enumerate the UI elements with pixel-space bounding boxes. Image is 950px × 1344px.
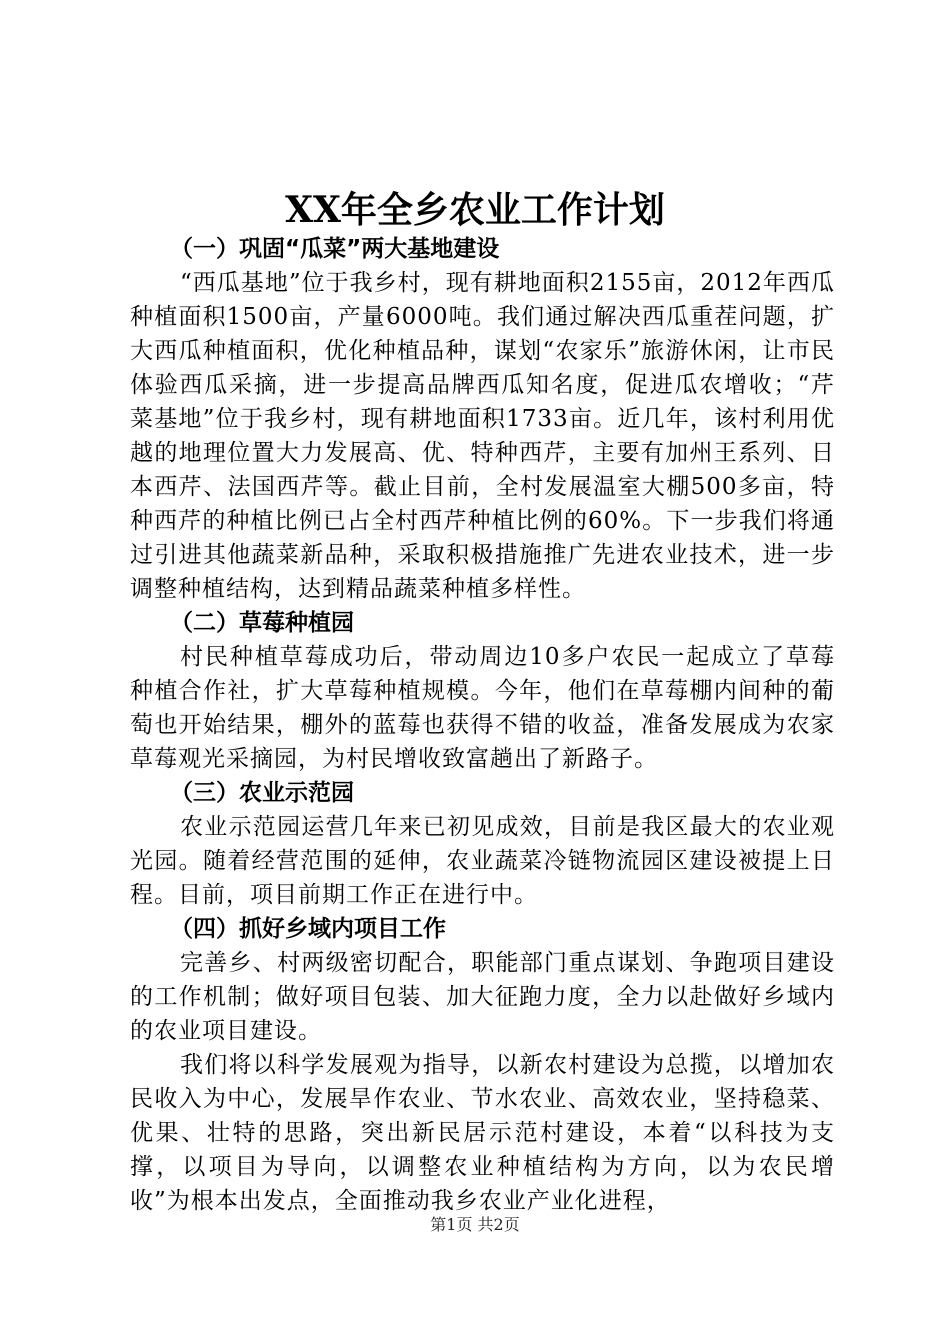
section-heading: （一）巩固“瓜菜”两大基地建设 [170,236,500,262]
section-paragraph: 农业示范园运营几年来已初见成效，目前是我区最大的农业观光园。随着经营范围的延伸，农业蔬菜冷链物流园区建设被提上日程。目前，项目前期工作正在进行中。 [130,814,835,908]
section-heading: （二）草莓种植园 [170,610,354,636]
section-heading: （三）农业示范园 [170,780,354,806]
section-paragraph: 我们将以科学发展观为指导，以新农村建设为总揽，以增加农民收入为中心，发展旱作农业、节水农业、高效农业，坚持稳菜、优果、壮特的思路，突出新民居示范村建设，本着“以科技为支撑，以项目为导向，以调整农业种植结构为方向，以为农民增收”为根本出发点，全面推动我乡农业产业化进程， [130,1052,835,1214]
section-paragraph: “西瓜基地”位于我乡村，现有耕地面积2155亩，2012年西瓜种植面积1500亩，产量6000吨。我们通过解决西瓜重茬问题，扩大西瓜种植面积，优化种植品种，谋划“农家乐”旅游休闲，让市民体验西瓜采摘，进一步提高品牌西瓜知名度，促进瓜农增收；“芹菜基地”位于我乡村，现有耕地面积1733亩。近几年，该村利用优越的地理位置大力发展高、优、特种西芹，主要有加州王系列、日本西芹、法国西芹等。截止目前，全村发展温室大棚500多亩，特种西芹的种植比例已占全村西芹种植比例的60%。下一步我们将通过引进其他蔬菜新品种，采取积极措施推广先进农业技术，进一步调整种植结构，达到精品蔬菜种植多样性。 [130,270,835,602]
section-2 [130,606,835,776]
section-4 [130,912,835,1218]
section-heading: （四）抓好乡域内项目工作 [170,916,446,942]
page-title: XX年全乡农业工作计划 [285,189,665,231]
section-3 [130,776,835,912]
section-paragraph: 完善乡、村两级密切配合，职能部门重点谋划、争跑项目建设的工作机制；做好项目包装、加大征跑力度，全力以赴做好乡域内的农业项目建设。 [130,950,835,1044]
section-1 [130,232,835,606]
document-body [130,232,835,1218]
page-footer: 第1页 共2页 [430,1215,520,1234]
section-paragraph: 村民种植草莓成功后，带动周边10多户农民一起成立了草莓种植合作社，扩大草莓种植规模。今年，他们在草莓棚内间种的葡萄也开始结果，棚外的蓝莓也获得不错的收益，准备发展成为农家草莓观光采摘园，为村民增收致富趟出了新路子。 [130,644,835,772]
